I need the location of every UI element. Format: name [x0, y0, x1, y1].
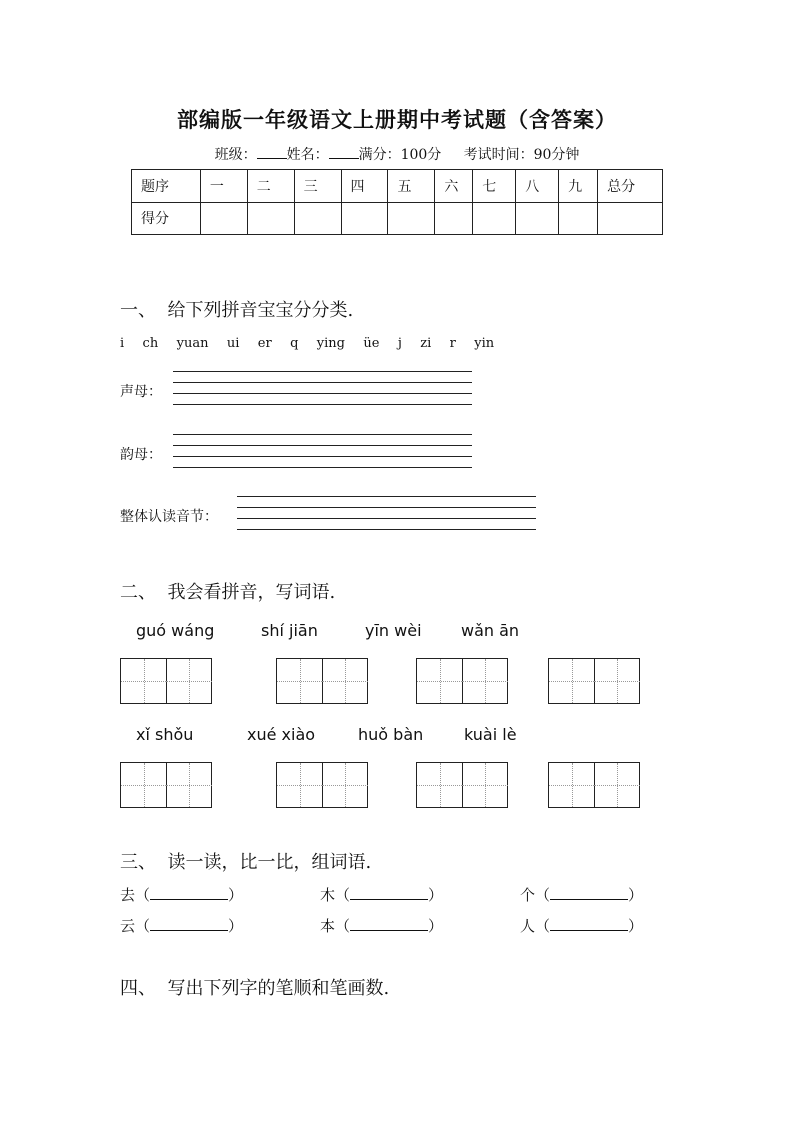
table-cell: 八	[516, 170, 559, 203]
zhengti-label: 整体认读音节：	[120, 509, 218, 525]
pinyin-word: xǐ shǒu	[136, 725, 194, 744]
answer-line[interactable]	[237, 496, 536, 497]
tianzi-grid[interactable]	[276, 658, 368, 704]
pinyin-word: shí jiān	[261, 621, 318, 640]
pinyin-word: xué xiào	[247, 725, 316, 744]
full-score: 满分：100分	[358, 147, 442, 163]
score-cell[interactable]	[247, 202, 294, 235]
class-blank[interactable]	[257, 146, 287, 159]
score-cell[interactable]	[388, 202, 435, 235]
table-cell: 九	[559, 170, 598, 203]
answer-line[interactable]	[173, 467, 472, 468]
pinyin-word: kuài lè	[464, 725, 517, 744]
score-cell[interactable]	[294, 202, 341, 235]
compare-char: 云	[120, 917, 136, 935]
compare-item[interactable]: 木（ ）	[320, 886, 444, 904]
score-cell[interactable]	[516, 202, 559, 235]
score-cell[interactable]	[200, 202, 247, 235]
tianzi-grid[interactable]	[416, 658, 508, 704]
compare-char: 个	[520, 886, 536, 904]
compare-blank[interactable]	[550, 917, 628, 931]
class-label: 班级：	[214, 147, 257, 163]
pinyin-word: guó wáng	[136, 621, 215, 640]
score-cell[interactable]	[341, 202, 388, 235]
table-cell: 四	[341, 170, 388, 203]
score-cell[interactable]	[435, 202, 473, 235]
compare-blank[interactable]	[550, 886, 628, 900]
tianzi-grid[interactable]	[120, 658, 212, 704]
section2-title: 二、 我会看拼音，写词语.	[120, 582, 336, 603]
section1-title: 一、 给下列拼音宝宝分分类.	[120, 300, 354, 321]
compare-blank[interactable]	[350, 886, 428, 900]
answer-line[interactable]	[237, 507, 536, 508]
shengmu-label: 声母：	[120, 384, 162, 400]
answer-line[interactable]	[237, 518, 536, 519]
section3-title: 三、 读一读，比一比，组词语.	[120, 852, 372, 873]
table-cell: 总分	[598, 170, 663, 203]
answer-line[interactable]	[173, 404, 472, 405]
tianzi-grid[interactable]	[416, 762, 508, 808]
answer-line[interactable]	[173, 434, 472, 435]
section4-title: 四、 写出下列字的笔顺和笔画数.	[120, 978, 390, 999]
compare-item[interactable]: 本（ ）	[320, 917, 444, 935]
page-title: 部编版一年级语文上册期中考试题（含答案）	[177, 108, 617, 132]
answer-line[interactable]	[173, 393, 472, 394]
table-cell: 三	[294, 170, 341, 203]
tianzi-grid[interactable]	[548, 762, 640, 808]
score-table	[131, 169, 663, 235]
answer-line[interactable]	[173, 456, 472, 457]
table-cell: 题序	[132, 170, 201, 203]
answer-line[interactable]	[173, 371, 472, 372]
table-cell: 二	[247, 170, 294, 203]
answer-line[interactable]	[173, 445, 472, 446]
name-blank[interactable]	[329, 146, 359, 159]
answer-line[interactable]	[173, 382, 472, 383]
compare-char: 去	[120, 886, 136, 904]
table-cell: 七	[473, 170, 516, 203]
compare-item[interactable]: 人（ ）	[520, 917, 644, 935]
exam-time: 考试时间：90分钟	[463, 147, 580, 163]
compare-char: 本	[320, 917, 336, 935]
pinyin-word: huǒ bàn	[358, 725, 424, 744]
tianzi-grid[interactable]	[120, 762, 212, 808]
pinyin-word: yīn wèi	[365, 621, 422, 640]
yunmu-label: 韵母：	[120, 447, 162, 463]
table-cell: 得分	[132, 202, 201, 235]
name-label: 姓名：	[286, 147, 329, 163]
score-cell[interactable]	[559, 202, 598, 235]
compare-char: 人	[520, 917, 536, 935]
pinyin-list: i ch yuan ui er q ying üe j zi r yin	[120, 336, 495, 351]
score-cell[interactable]	[598, 202, 663, 235]
tianzi-grid[interactable]	[276, 762, 368, 808]
score-table-score-row	[132, 202, 663, 235]
compare-item[interactable]: 去（ ）	[120, 886, 244, 904]
compare-item[interactable]: 云（ ）	[120, 917, 244, 935]
score-cell[interactable]	[473, 202, 516, 235]
tianzi-grid[interactable]	[548, 658, 640, 704]
compare-char: 木	[320, 886, 336, 904]
answer-line[interactable]	[237, 529, 536, 530]
compare-blank[interactable]	[150, 917, 228, 931]
table-cell: 五	[388, 170, 435, 203]
compare-blank[interactable]	[350, 917, 428, 931]
compare-item[interactable]: 个（ ）	[520, 886, 644, 904]
exam-info-line	[0, 144, 794, 164]
pinyin-word: wǎn ān	[461, 621, 520, 640]
score-table-header-row	[132, 170, 663, 203]
table-cell: 六	[435, 170, 473, 203]
compare-blank[interactable]	[150, 886, 228, 900]
table-cell: 一	[200, 170, 247, 203]
